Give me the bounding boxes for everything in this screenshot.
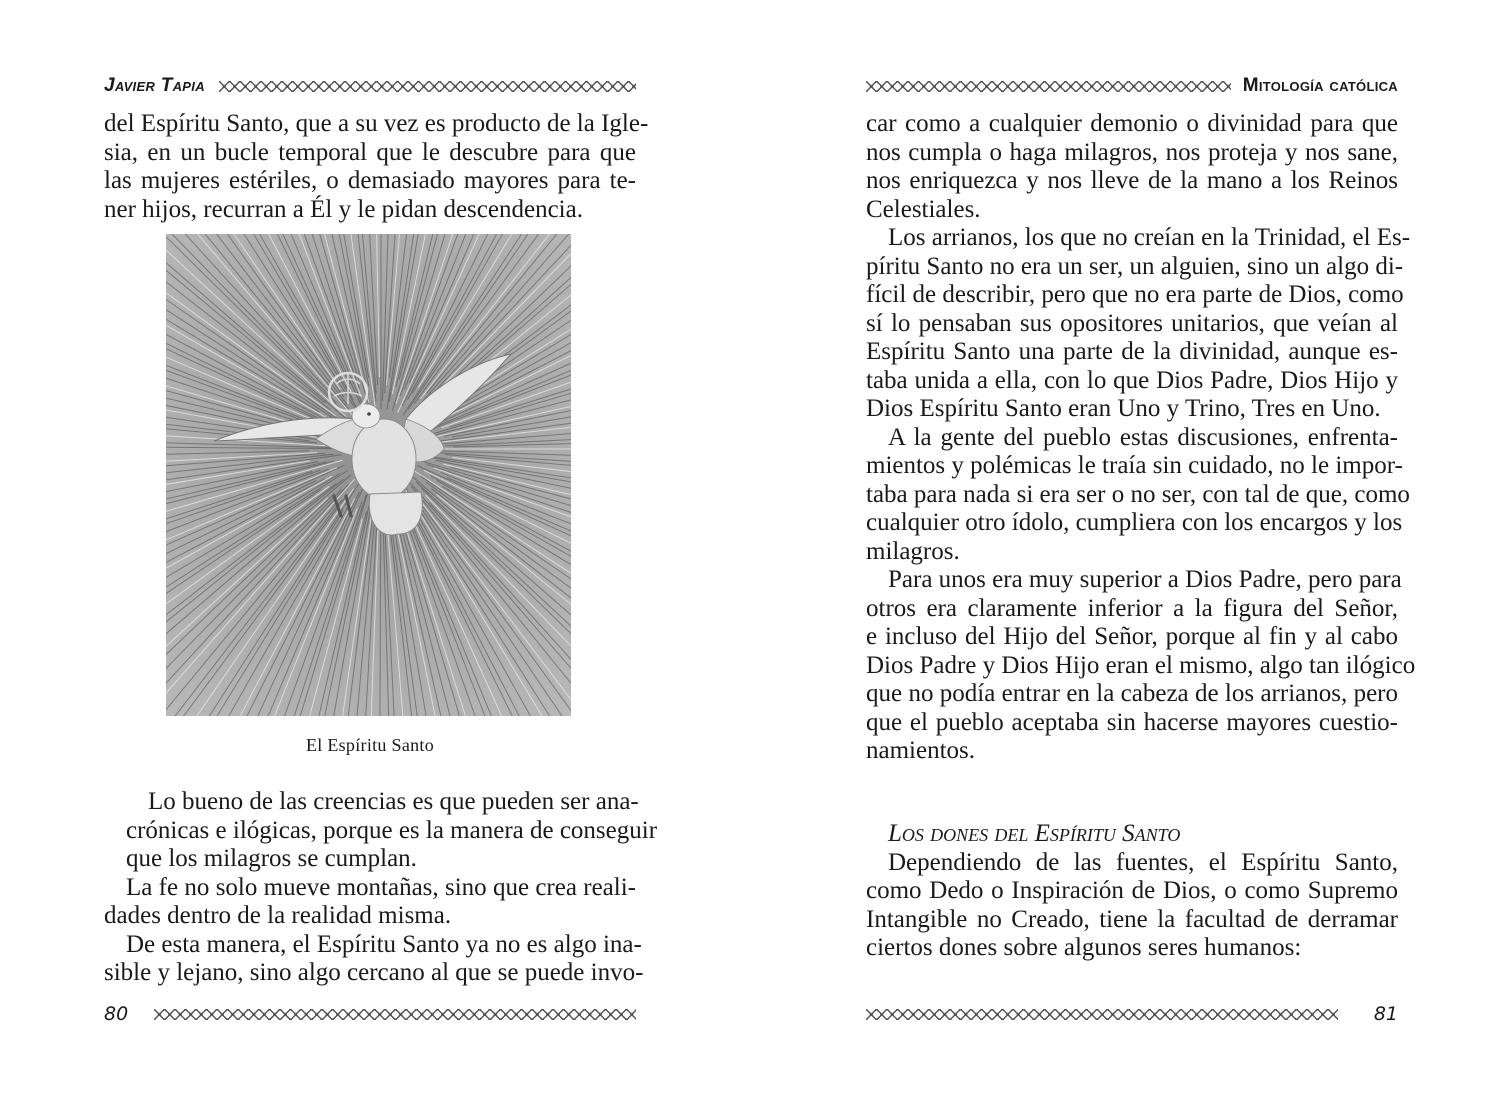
paragraph [104,930,644,988]
paragraph [104,874,636,931]
page-number: 80 [104,1003,129,1025]
text-line: mientos y polémicas le traía sin cuidado, no le impor- [866,452,1403,479]
text-line: ciertos dones sobre algunos seres humanos: [866,934,1302,961]
paragraph [866,566,1416,766]
right-folio [866,1000,1398,1028]
text-line: ner hijos, recurran a Él y le pidan descendencia. [104,195,583,223]
text-line: A la gente del pueblo estas discusiones, enfrenta- [888,423,1398,451]
text-line: La fe no solo mueve montañas, sino que crea reali- [126,873,636,901]
text-line: taba unida a ella, con lo que Dios Padre, Dios Hijo y [866,366,1398,394]
diamond-ornament-icon [219,80,636,92]
text-line: dades dentro de la realidad misma. [104,902,452,929]
text-line: Intangible no Creado, tiene la facultad de derramar [866,905,1398,933]
text-line: del Espíritu Santo, que a su vez es producto de la Igle- [104,110,649,137]
left-top-paragraph [104,110,649,224]
text-line: Celestiales. [866,195,981,223]
text-line: crónicas e ilógicas, porque es la manera de conseguir [126,816,658,844]
paragraph [104,788,658,874]
text-line: nos enriquezca y nos lleve de la mano a los Reinos [866,167,1398,194]
text-line: car como a cualquier demonio o divinidad para que [866,110,1398,137]
figure-caption: El Espíritu Santo [305,735,435,755]
text-line: Dependiendo de las fuentes, el Espíritu Santo, [888,848,1398,876]
text-line: milagros. [866,537,960,565]
section-dones [866,820,1398,963]
holy-spirit-dove-figure [166,234,571,716]
text-line: píritu Santo no era un ser, un alguien, sino un algo di- [866,252,1404,280]
right-page [866,0,1416,1096]
author-name: Javier Tapia [104,75,205,96]
text-line: nos cumpla o haga milagros, nos proteja y nos sane, [866,138,1398,166]
section-heading: Los dones del Espíritu Santo [888,820,1181,847]
left-folio [104,1000,636,1028]
text-line: Espíritu Santo una parte de la divinidad, aunque es- [866,338,1398,365]
text-line: las mujeres estériles, o demasiado mayores para te- [104,167,636,194]
text-line: taba para nada si era ser o no ser, con tal de que, como [866,480,1410,508]
text-line: fícil de describir, pero que no era parte de Dios, como [866,281,1404,308]
left-body [104,788,658,988]
paragraph [866,110,1398,224]
diamond-ornament-icon [866,1008,1338,1020]
text-line: Lo bueno de las creencias es que pueden ser ana- [148,788,639,815]
text-line: e incluso del Hijo del Señor, porque al fin y al cabo [866,623,1398,650]
diamond-ornament-icon [866,80,1231,92]
paragraph [866,224,1411,424]
left-running-head [104,72,636,100]
text-line: que el pueblo aceptaba sin hacerse mayores cuestio- [866,708,1398,736]
text-line: que los milagros se cumplan. [126,845,417,872]
text-line: Dios Padre y Dios Hijo eran el mismo, algo tan ilógico [866,651,1416,679]
right-body [866,110,1416,766]
text-line: sí lo pensaban sus opositores unitarios, que veían al [866,309,1398,337]
left-page [104,0,658,1096]
text-line: Dios Espíritu Santo eran Uno y Trino, Tres en Uno. [866,395,1381,422]
text-line: namientos. [866,737,976,764]
diamond-ornament-icon [154,1008,636,1020]
text-line: De esta manera, el Espíritu Santo ya no es algo ina- [126,930,642,958]
text-line: que no podía entrar en la cabeza de los arrianos, pero [866,680,1398,707]
text-line: otros era claramente inferior a la figura del Señor, [866,594,1398,622]
text-line: Los arrianos, los que no creían en la Trinidad, el Es- [888,224,1411,251]
text-line: Para unos era muy superior a Dios Padre, pero para [888,566,1402,593]
page-number: 81 [1373,1003,1398,1025]
paragraph [866,423,1410,567]
book-title: Mitología católica [1242,75,1398,96]
text-line: como Dedo o Inspiración de Dios, o como Supremo [866,877,1398,904]
right-running-head [866,72,1398,100]
dove-rays-illustration-icon [166,234,571,716]
text-line: sia, en un bucle temporal que le descubre para que [104,138,636,166]
text-line: cualquier otro ídolo, cumpliera con los encargos y los [866,509,1403,536]
text-line: sible y lejano, sino algo cercano al que se puede invo- [104,959,644,986]
